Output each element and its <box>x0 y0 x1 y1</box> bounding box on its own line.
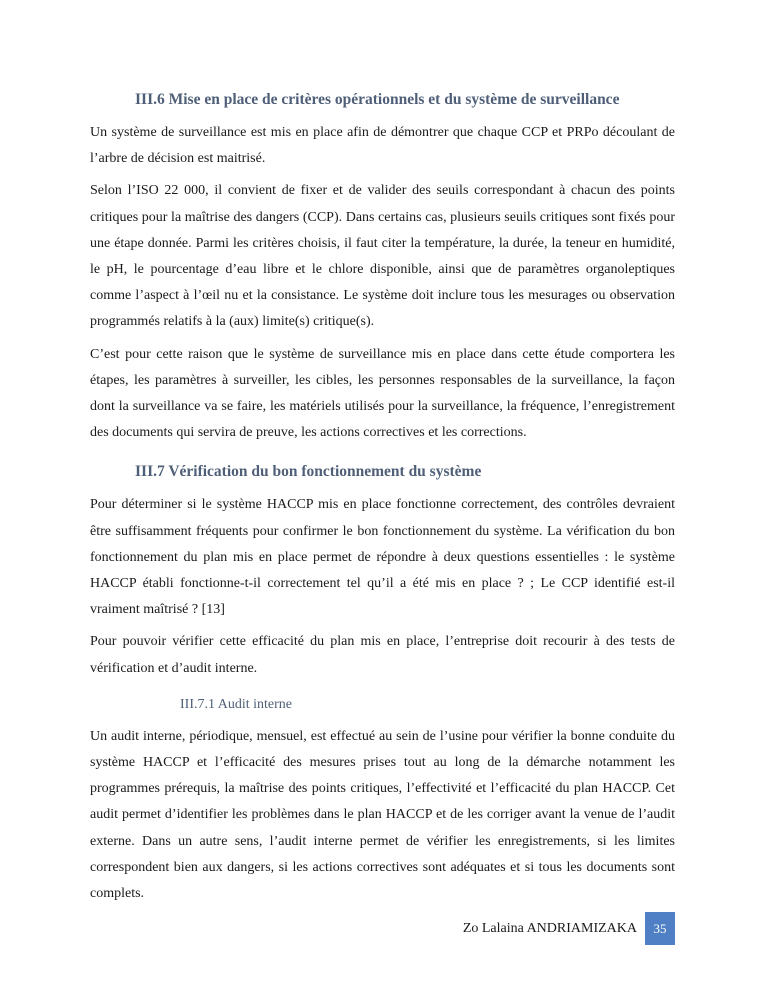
subsection-heading-III-7-1: III.7.1 Audit interne <box>180 696 292 712</box>
paragraph: Pour déterminer si le système HACCP mis en place fonctionne correctement, des contrôles devraient être suffisamment fréquents pour confirmer le bon fonctionnement du système. La vérification du bon fonctionnement du plan mis en place permet de répondre à deux questions essentielles : le système HACCP établi fonctionne-t-il correctement tel qu’il a été mis en place ? ; Le CCP identifié est-il vraiment maîtrisé ? [13] <box>90 497 675 618</box>
paragraph: Un système de surveillance est mis en place afin de démontrer que chaque CCP et PRPo découlant de l’arbre de décision est maitrisé. <box>90 125 675 167</box>
footer-author: Zo Lalaina ANDRIAMIZAKA <box>462 920 637 936</box>
paragraph: Un audit interne, périodique, mensuel, est effectué au sein de l’usine pour vérifier la bonne conduite du système HACCP et l’efficacité des mesures prises tout au long de la démarche notamment les programmes prérequis, la maîtrise des points critiques, l’effectivité et l’efficacité du plan HACCP. Cet audit permet d’identifier les problèmes dans le plan HACCP et de les corriger avant la venue de l’audit externe. Dans un autre sens, l’audit interne permet de vérifier les enregistrements, si les limites correspondent bien aux dangers, si les actions correctives sont adéquates et si tous les documents sont complets. <box>90 728 675 902</box>
paragraph: Pour pouvoir vérifier cette efficacité du plan mis en place, l’entreprise doit recourir à des tests de vérification et d’audit interne. <box>90 634 675 676</box>
section-heading-III-6: III.6 Mise en place de critères opérationnels et du système de surveillance <box>135 91 620 108</box>
page-footer <box>463 912 675 945</box>
page-content <box>90 88 675 913</box>
paragraph: Selon l’ISO 22 000, il convient de fixer et de valider des seuils correspondant à chacun des points critiques pour la maîtrise des dangers (CCP). Dans certains cas, plusieurs seuils critiques sont fixés pour une étape donnée. Parmi les critères choisis, il faut citer la température, la durée, la teneur en humidité, le pH, le pourcentage d’eau libre et le chlore disponible, ainsi que de paramètres organoleptiques comme l’aspect à l’œil nu et la consistance. Le système doit inclure tous les mesurages ou observation programmés relatifs à la (aux) limite(s) critique(s). <box>90 183 675 330</box>
paragraph: C’est pour cette raison que le système de surveillance mis en place dans cette étude comportera les étapes, les paramètres à surveiller, les cibles, les personnes responsables de la surveillance, la façon dont la surveillance va se faire, les matériels utilisés pour la surveillance, la fréquence, l’enregistrement des documents qui servira de preuve, les actions correctives et les corrections. <box>90 346 675 441</box>
section-heading-III-7: III.7 Vérification du bon fonctionnement du système <box>135 463 482 481</box>
page-number-badge: 35 <box>645 912 675 945</box>
